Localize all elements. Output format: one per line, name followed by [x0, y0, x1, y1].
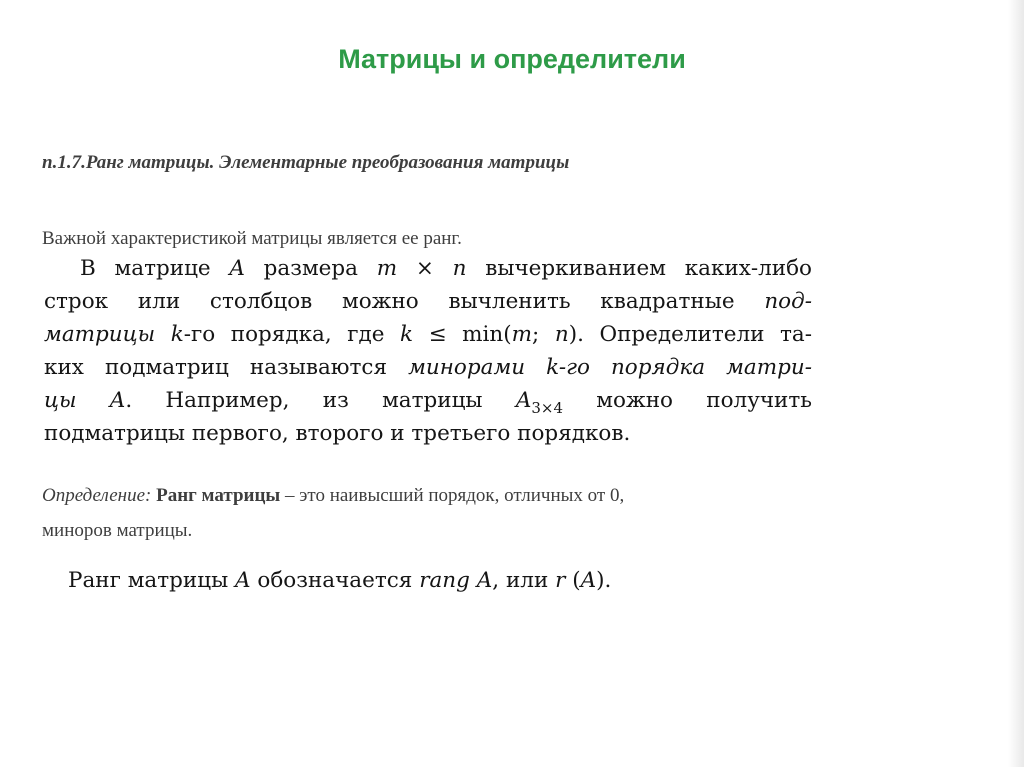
excerpt-text: В матрице	[80, 256, 230, 281]
italic-term: минорами k-го порядка матри-	[408, 355, 812, 380]
math-var: A	[476, 568, 493, 593]
excerpt-text: строк или столбцов можно вычленить квадратные	[44, 289, 765, 314]
notation-text: ).	[596, 568, 612, 593]
math-var: k	[400, 322, 414, 347]
definition-label: Определение:	[42, 485, 152, 506]
rank-notation	[68, 568, 611, 593]
excerpt-text: можно получить	[563, 388, 812, 413]
math-var: A	[109, 388, 126, 413]
slide-title: Матрицы и определители	[338, 44, 686, 74]
excerpt-line-5	[44, 384, 812, 417]
section-heading: п.1.7.Ранг матрицы. Элементарные преобразования матрицы	[42, 152, 570, 173]
excerpt-line-4	[44, 351, 812, 384]
math-expr: m × n	[376, 256, 467, 281]
definition-body: – это наивысший порядок, отличных от 0,	[280, 485, 625, 506]
excerpt-text	[155, 322, 171, 347]
notation-text: (	[565, 568, 581, 593]
excerpt-text: ких подматриц называются	[44, 355, 409, 380]
excerpt-text: размера	[244, 256, 377, 281]
notation-text: , или	[492, 568, 556, 593]
math-subscript: 3×4	[531, 399, 563, 417]
math-var: A	[580, 568, 597, 593]
math-var: A	[229, 256, 245, 281]
italic-term: под-	[764, 289, 812, 314]
excerpt-text: ≤ min(	[413, 322, 512, 347]
notation-text: обозначается	[250, 568, 420, 593]
excerpt-line-3	[44, 318, 812, 351]
math-var: m	[511, 322, 533, 347]
excerpt-text: ). Определители та-	[568, 322, 812, 347]
definition-block	[42, 478, 822, 548]
notation-text	[470, 568, 477, 593]
excerpt-text	[77, 388, 110, 413]
definition-term: Ранг матрицы	[156, 485, 281, 506]
definition-body-continued: миноров матрицы.	[42, 520, 193, 541]
excerpt-text: вычеркиванием каких-либо	[466, 256, 812, 281]
math-var: A	[235, 568, 251, 593]
excerpt-text: ;	[532, 322, 555, 347]
math-var: k	[170, 322, 184, 347]
italic-term: цы	[44, 388, 77, 413]
math-func: rang	[419, 568, 470, 593]
excerpt-line-6: подматрицы первого, второго и третьего порядков.	[44, 421, 631, 446]
intro-sentence: Важной характеристикой матрицы является ее ранг.	[42, 228, 462, 249]
notation-text: Ранг матрицы	[68, 568, 236, 593]
excerpt-text: . Например, из матрицы	[125, 388, 516, 413]
excerpt-text: -го порядка, где	[183, 322, 400, 347]
math-var: A	[515, 388, 532, 413]
math-var: n	[554, 322, 569, 347]
textbook-excerpt	[44, 252, 812, 450]
math-func: r	[555, 568, 566, 593]
excerpt-line-2	[44, 285, 812, 318]
excerpt-line-1	[44, 252, 812, 285]
slide-edge-shadow	[1008, 0, 1024, 767]
italic-term: матрицы	[44, 322, 156, 347]
